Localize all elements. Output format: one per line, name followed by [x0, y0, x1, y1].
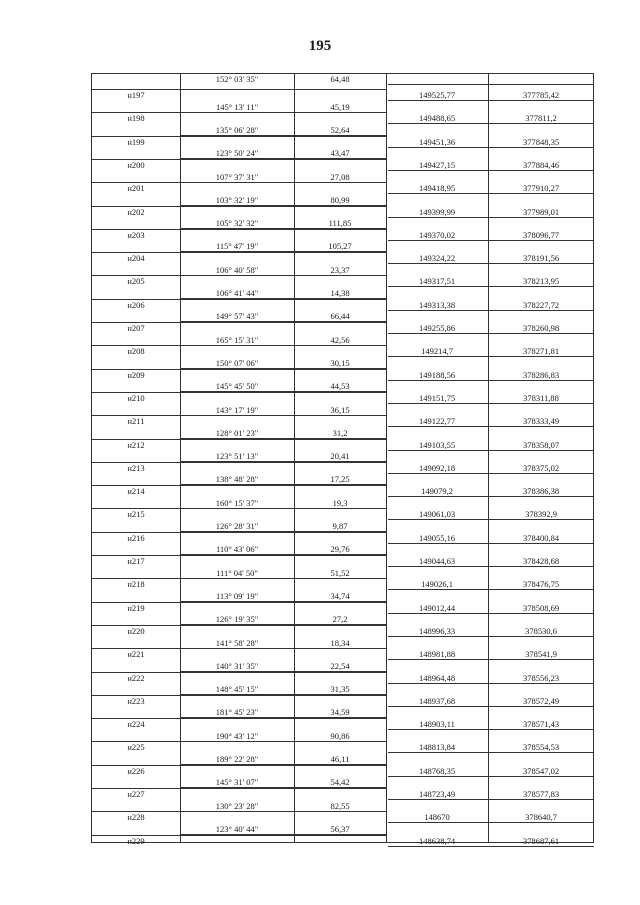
row-rule: [388, 426, 594, 427]
coord-x: 149317,51: [418, 276, 456, 287]
point-name: н210: [127, 392, 145, 403]
row-rule: [388, 193, 594, 194]
coord-x: 148981,88: [418, 649, 456, 660]
coord-x: 149012,44: [418, 602, 456, 613]
segment-distance: 111,85: [328, 218, 352, 229]
coord-y: 378213,95: [522, 276, 560, 287]
coord-x: 148937,68: [418, 695, 456, 706]
segment-angle: 160° 15' 37": [215, 497, 259, 508]
row-rule: [388, 473, 594, 474]
segment-distance: 42,56: [330, 334, 350, 345]
coord-x: 149488,65: [418, 113, 456, 124]
point-name: н211: [127, 416, 145, 427]
segment-angle: 149° 57' 43": [215, 311, 259, 322]
row-rule: [388, 636, 594, 637]
row-rule: [388, 683, 594, 684]
segment-distance: 43,47: [330, 148, 350, 159]
coord-y: 378358,07: [522, 439, 560, 450]
point-name: н212: [127, 439, 145, 450]
segment-angle: 106° 40' 58": [215, 264, 259, 275]
coord-y: 377989,01: [522, 206, 560, 217]
coord-x: 149103,55: [418, 439, 456, 450]
segment-angle: 111° 04' 50": [216, 567, 258, 578]
coord-y: 378386,38: [522, 486, 560, 497]
coord-x: 149214,7: [421, 346, 453, 357]
row-rule: [388, 403, 594, 404]
coord-y: 378096,77: [522, 229, 560, 240]
segment-angle: 143° 17' 19": [215, 404, 259, 415]
coord-y: 378640,7: [525, 812, 557, 823]
coord-x: 149399,99: [418, 206, 456, 217]
coord-y: 378687,61: [522, 835, 560, 846]
coord-x: 148723,49: [418, 789, 456, 799]
point-name: н223: [127, 695, 145, 706]
point-name: н198: [127, 113, 145, 124]
segment-angle: 123° 50' 24": [215, 148, 259, 159]
coord-y: 378375,02: [522, 462, 560, 473]
segment-angle: 189° 22' 28": [215, 754, 259, 765]
segment-distance: 51,52: [330, 567, 350, 578]
segment-distance: 36,15: [330, 404, 350, 415]
point-name: н216: [127, 532, 145, 543]
row-rule: [388, 217, 594, 218]
coord-y: 378428,68: [522, 556, 560, 566]
segment-distance: 56,37: [330, 823, 350, 834]
coord-y: 378227,72: [522, 299, 560, 310]
point-name: н217: [127, 556, 145, 566]
row-rule: [388, 84, 594, 85]
row-rule: [388, 589, 594, 590]
coord-x: 149026,1: [421, 579, 453, 590]
segment-distance: 14,38: [330, 288, 350, 299]
page-number: 195: [308, 38, 332, 54]
point-name: н197: [127, 90, 145, 100]
point-name: н228: [127, 812, 145, 823]
segment-angle: 110° 43' 06": [215, 544, 259, 555]
row-rule: [388, 566, 594, 567]
point-name: н214: [127, 486, 145, 497]
segment-distance: 64,48: [330, 74, 350, 84]
coord-x: 148996,33: [418, 625, 456, 636]
row-rule: [388, 659, 594, 660]
row-rule: [388, 846, 594, 847]
coord-x: 149122,77: [418, 416, 456, 427]
coord-y: 378571,43: [522, 719, 560, 730]
segment-distance: 9,87: [332, 521, 348, 532]
segment-distance: 19,3: [332, 497, 348, 508]
coord-y: 377848,35: [522, 136, 560, 147]
segment-distance: 52,64: [330, 124, 350, 135]
point-name: н220: [127, 625, 145, 636]
coordinates-table: [91, 73, 594, 846]
coord-x: 149151,75: [418, 392, 456, 403]
row-rule: [388, 776, 594, 777]
row-rule: [388, 729, 594, 730]
point-name: н221: [127, 649, 145, 660]
row-rule: [388, 123, 594, 124]
segment-distance: 27,08: [330, 171, 350, 182]
coord-y: 378547,02: [522, 765, 560, 776]
segment-distance: 44,53: [330, 381, 350, 392]
segment-angle: 123° 51' 13": [215, 451, 259, 462]
segment-distance: 17,25: [330, 474, 350, 485]
segment-angle: 135° 06' 28": [215, 124, 259, 135]
segment-distance: 27,2: [332, 614, 348, 625]
point-name: н219: [127, 602, 145, 613]
segment-angle: 145° 13' 11": [215, 101, 259, 112]
segment-distance: 18,34: [330, 637, 350, 648]
coord-y: 378333,49: [522, 416, 560, 427]
segment-distance: 22,54: [330, 660, 350, 671]
segment-distance: 46,11: [330, 754, 350, 765]
segment-angle: 130° 23' 28": [215, 800, 259, 811]
segment-distance: 30,15: [330, 357, 350, 368]
row-rule: [388, 263, 594, 264]
row-rule: [388, 310, 594, 311]
point-name: н206: [127, 299, 145, 310]
segment-distance: 20,41: [330, 451, 350, 462]
coord-x: 149188,56: [418, 369, 456, 380]
coord-y: 378554,53: [522, 742, 560, 753]
segment-distance: 82,55: [330, 800, 350, 811]
segment-angle: 107° 37' 31": [215, 171, 259, 182]
point-name: н207: [127, 323, 145, 333]
coord-x: 149324,22: [418, 253, 456, 264]
coord-x: 148813,84: [418, 742, 456, 753]
point-name: н227: [127, 789, 145, 799]
point-name: н215: [127, 509, 145, 520]
coord-y: 378508,69: [522, 602, 560, 613]
point-name: н218: [127, 579, 145, 590]
coord-x: 148768,35: [418, 765, 456, 776]
row-rule: [388, 543, 594, 544]
segment-angle: 141° 58' 28": [215, 637, 259, 648]
coord-x: 148638,74: [418, 835, 456, 846]
segment-angle: 181° 45' 23": [215, 707, 259, 718]
coord-y: 378556,23: [522, 672, 560, 683]
coord-x: 149055,16: [418, 532, 456, 543]
segment-distance: 45,19: [330, 101, 350, 112]
segment-angle: 115° 47' 19": [215, 241, 259, 252]
row-rule: [388, 519, 594, 520]
row-rule: [388, 356, 594, 357]
point-name: н213: [127, 462, 145, 473]
coord-y: 377910,27: [522, 183, 560, 194]
point-name: н202: [127, 206, 145, 217]
point-name: н209: [127, 369, 145, 380]
segment-angle: 138° 48' 28": [215, 474, 259, 485]
segment-angle: 165° 15' 31": [215, 334, 259, 345]
segment-angle: 123° 40' 44": [215, 823, 259, 834]
segment-angle: 145° 31' 07": [215, 777, 259, 788]
row-rule: [388, 450, 594, 451]
segment-distance: 31,35: [330, 684, 350, 695]
coord-x: 149044,63: [418, 556, 456, 566]
segment-angle: 113° 09' 19": [215, 590, 259, 601]
point-name: н200: [127, 159, 145, 170]
coord-y: 378572,49: [522, 695, 560, 706]
coord-x: 148903,11: [419, 719, 455, 730]
row-rule: [388, 613, 594, 614]
point-name: н225: [127, 742, 145, 753]
coord-y: 378530,6: [525, 625, 557, 636]
segment-angle: 105° 32' 32": [215, 218, 259, 229]
row-rule: [388, 752, 594, 753]
row-rule: [388, 496, 594, 497]
segment-distance: 34,59: [330, 707, 350, 718]
segment-angle: 150° 07' 06": [215, 357, 259, 368]
segment-angle: 103° 32' 19": [215, 194, 259, 205]
segment-distance: 105,27: [328, 241, 352, 252]
point-name: н222: [127, 672, 145, 683]
segment-angle: 140° 31' 35": [215, 660, 259, 671]
row-rule: [388, 100, 594, 101]
coord-y: 378260,98: [522, 323, 560, 333]
coord-y: 377884,46: [522, 159, 560, 170]
coord-x: 149061,03: [418, 509, 456, 520]
coord-x: 149525,77: [418, 90, 456, 100]
coord-y: 378286,83: [522, 369, 560, 380]
segment-angle: 128° 01' 23": [215, 427, 259, 438]
segment-distance: 66,44: [330, 311, 350, 322]
coord-y: 378541,9: [525, 649, 557, 660]
point-name: н201: [127, 183, 145, 194]
coord-x: 149092,18: [418, 462, 456, 473]
coord-x: 149427,15: [418, 159, 456, 170]
segment-distance: 34,74: [330, 590, 350, 601]
coord-x: 148964,48: [418, 672, 456, 683]
coord-x: 149313,38: [418, 299, 456, 310]
coord-y: 378577,83: [522, 789, 560, 799]
point-name: н203: [127, 229, 145, 240]
coord-x: 149451,36: [418, 136, 456, 147]
row-rule: [388, 147, 594, 148]
point-name: н204: [127, 253, 145, 264]
row-rule: [388, 333, 594, 334]
segment-angle: 148° 45' 15": [215, 684, 259, 695]
coord-y: 378400,84: [522, 532, 560, 543]
segment-angle: 126° 28' 31": [215, 521, 259, 532]
coord-y: 378191,56: [522, 253, 560, 264]
coord-y: 378476,75: [522, 579, 560, 590]
segment-distance: 31,2: [332, 427, 348, 438]
point-name: н229: [127, 835, 145, 846]
point-name: н205: [127, 276, 145, 287]
point-name: н208: [127, 346, 145, 357]
segment-distance: 29,76: [330, 544, 350, 555]
row-rule: [388, 380, 594, 381]
row-rule: [388, 240, 594, 241]
segment-angle: 106° 41' 44": [215, 288, 259, 299]
coord-y: 377785,42: [522, 90, 560, 100]
segment-angle: 145° 45' 50": [215, 381, 259, 392]
segment-distance: 54,42: [330, 777, 350, 788]
coord-x: 149079,2: [421, 486, 453, 497]
segment-angle: 126° 19' 35": [215, 614, 259, 625]
coord-y: 378271,81: [522, 346, 560, 357]
segment-angle: 152° 03' 35": [215, 74, 259, 84]
row-rule: [388, 286, 594, 287]
segment-distance: 80,99: [330, 194, 350, 205]
row-rule: [388, 799, 594, 800]
coord-x: 148670: [424, 812, 450, 823]
point-name: н224: [127, 719, 145, 730]
row-rule: [388, 170, 594, 171]
coord-y: 377811,2: [525, 113, 557, 124]
coord-y: 378392,9: [525, 509, 557, 520]
coord-y: 378311,88: [523, 392, 559, 403]
coord-x: 149255,86: [418, 323, 456, 333]
row-rule: [388, 822, 594, 823]
point-name: н199: [127, 136, 145, 147]
segment-distance: 90,86: [330, 730, 350, 741]
segment-angle: 190° 43' 12": [215, 730, 259, 741]
segment-distance: 23,37: [330, 264, 350, 275]
coord-x: 149370,02: [418, 229, 456, 240]
row-rule: [388, 706, 594, 707]
coord-x: 149418,95: [418, 183, 456, 194]
point-name: н226: [127, 765, 145, 776]
